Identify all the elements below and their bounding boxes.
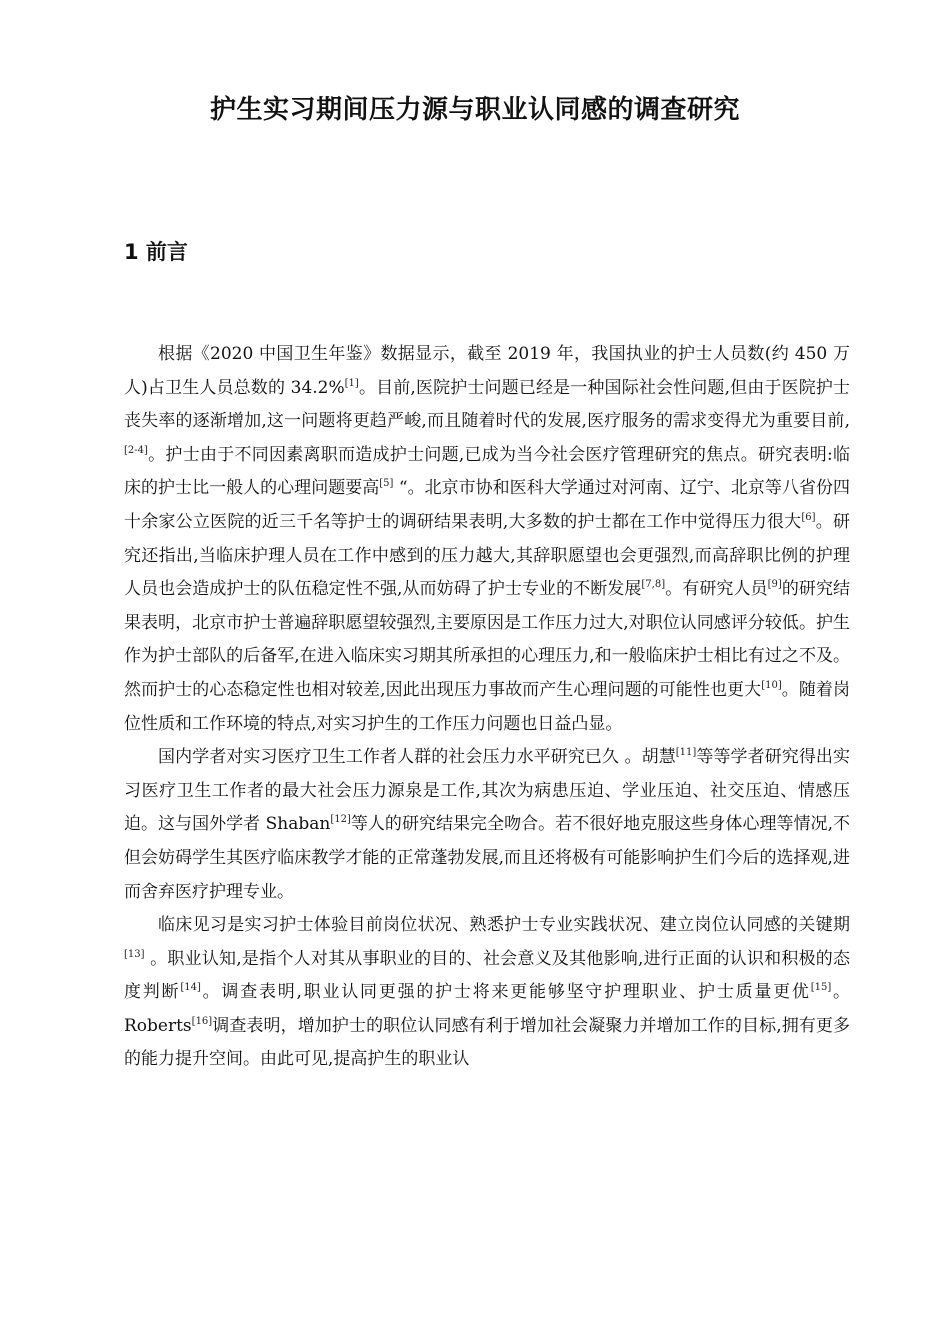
body-paragraph	[124, 909, 850, 1077]
citation-marker: [15]	[810, 982, 832, 994]
body-text	[124, 338, 850, 1077]
paragraph-text: 等人的研究结果完全吻合。若不很好地克服这些身体心理等情况,不但会妨碍学生其医疗临床教学才能的正常蓬勃发展,而且还将极有可能影响护生们今后的选择观,进而舍弃医疗护理专业。	[124, 814, 850, 902]
body-paragraph	[124, 741, 850, 909]
page-title: 护生实习期间压力源与职业认同感的调查研究	[209, 95, 740, 125]
paragraph-text: “。北京市协和医科大学通过对河南、辽宁、北京等八省份四十余家公立医院的近三千名等护士的调研结果表明,大多数的护士都在工作中觉得压力很大	[124, 478, 851, 532]
citation-marker: [6]	[801, 511, 816, 523]
paragraph-text: 。研究还指出,当临床护理人员在工作中感到的压力越大,其辞职愿望也会更强烈,而高辞职比例的护理人员也会造成护士的队伍稳定性不强,从而妨碍了护士专业的不断发展	[124, 511, 850, 600]
paragraph-text: 。有研究人员	[665, 579, 768, 600]
paragraph-text: 。随着岗位性质和工作环境的特点,对实习护生的工作压力问题也日益凸显。	[124, 679, 851, 734]
section-heading: 1 前言	[124, 240, 188, 264]
paragraph-text: 国内学者对实习医疗卫生工作者人群的社会压力水平研究已久 。胡慧	[158, 747, 676, 768]
citation-marker: [5]	[379, 478, 394, 490]
citation-marker: [11]	[675, 747, 697, 759]
paragraph-text: 。Roberts	[124, 982, 851, 1036]
paragraph-text: 。护士由于不同因素离职而造成护士问题,已成为当今社会医疗管理研究的焦点。研究表明:临床的护士比一般人的心理问题要高	[124, 444, 850, 499]
paragraph-text: 。职业认知,是指个人对其从事职业的目的、社会意义及其他影响,进行正面的认识和积极的态度判断	[124, 948, 850, 1003]
citation-marker: [16]	[191, 1015, 213, 1027]
paragraph-text: 根据《2020 中国卫生年鉴》数据显示，截至 2019 年，我国执业的护士人员数(约 450 万人)占卫生人员总数的 34.2%	[124, 344, 850, 398]
paragraph-text: 临床见习是实习护士体验目前岗位状况、熟悉护士专业实践状况、建立岗位认同感的关键期	[158, 915, 850, 936]
paragraph-text: 。调查表明,职业认同更强的护士将来更能够坚守护理职业、护士质量更优	[200, 982, 811, 1003]
citation-marker: [10]	[761, 679, 782, 691]
citation-marker: [2-4]	[124, 444, 148, 456]
paragraph-text: 。目前,医院护士问题已经是一种国际社会性问题,但由于医院护士丧失率的逐渐增加,这一问题将更趋严峻,而且随着时代的发展,医疗服务的需求变得尤为重要目前,	[124, 377, 851, 432]
paragraph-text: 调查表明，增加护士的职位认同感有利于增加社会凝聚力并增加工作的目标,拥有更多的能力提升空间。由此可见,提高护生的职业认	[124, 1015, 850, 1070]
citation-marker: [9]	[767, 579, 782, 591]
paragraph-text: 等等学者研究得出实习医疗卫生工作者的最大社会压力源泉是工作,其次为病患压迫、学业压迫、社交压迫、情感压迫。这与国外学者 Shaban	[124, 747, 851, 835]
citation-marker: [14]	[180, 982, 201, 994]
citation-marker: [7,8]	[641, 579, 666, 591]
citation-marker: [1]	[344, 377, 359, 389]
body-paragraph	[124, 338, 850, 741]
citation-marker: [13]	[124, 948, 145, 960]
citation-marker: [12]	[330, 814, 351, 826]
paragraph-text: 的研究结果表明，北京市护士普遍辞职愿望较强烈,主要原因是工作压力过大,对职位认同感评分较低。护生作为护士部队的后备军,在进入临床实习期其所承担的心理压力,和一般临床护士相比有过之不及。然而护士的心态稳定性也相对较差,因此出现压力事故而产生心理问题的可能性也更大	[124, 579, 851, 700]
